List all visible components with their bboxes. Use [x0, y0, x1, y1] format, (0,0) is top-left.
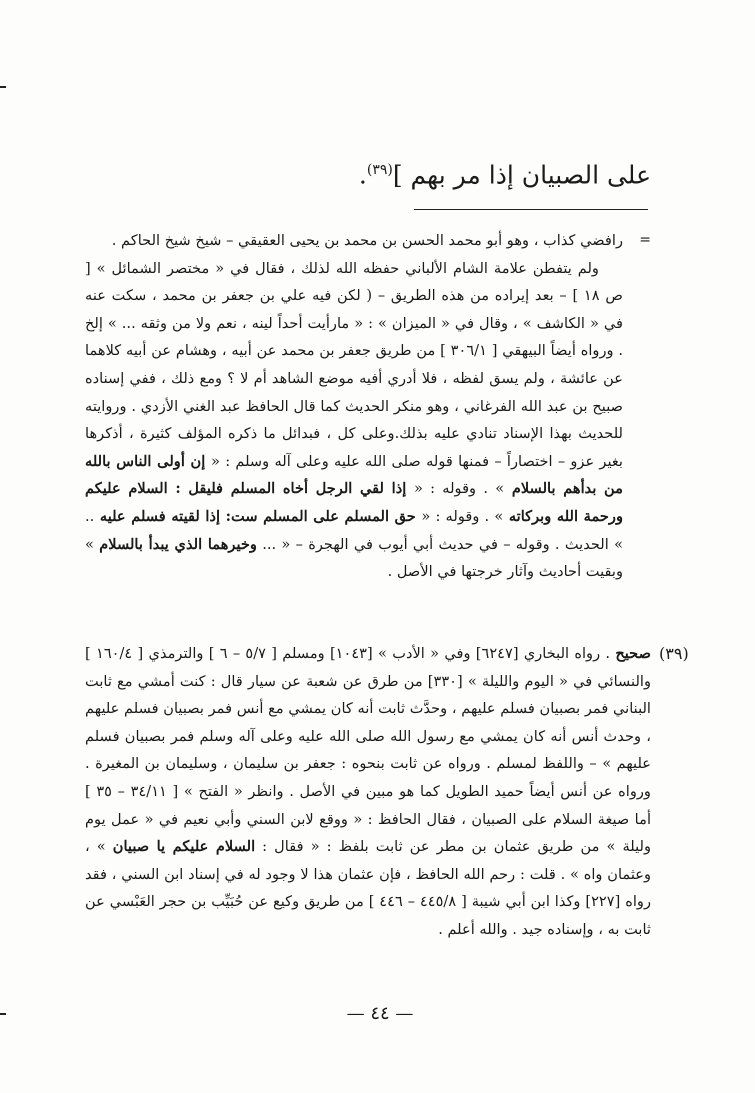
- footnote-paragraph-1: رافضي كذاب ، وهو أبو محمد الحسن بن محمد بن يحيى العقيقي – شيخ شيخ الحاكم .: [111, 232, 623, 249]
- main-text: على الصبيان إذا مر بهم ]: [392, 160, 651, 190]
- footnote-reference: (٣٩): [366, 162, 393, 178]
- footnote-number: (٣٩): [659, 644, 689, 663]
- greeting-quote: السلام عليكم يا صبيان: [112, 838, 256, 856]
- main-text-end: .: [358, 160, 367, 190]
- grading-label: صحيح: [615, 645, 651, 662]
- footnote-paragraph-2: ولم يتفطن علامة الشام الألباني حفظه الله لذلك ، فقال في « مختصر الشمائل » [ ص ١٨ ] – بعد إيراده من هذه الطريق – ( لكن فيه علي بن جعفر بن محمد ، سكت عنه في « الكاشف » ، وقال في « الميزان » : « مارأيت أحداً لينه ، نعم ولا من وثقه ... » إلخ . ورواه أيضاً البيهقي [ ٣٠٦/١ ] من طريق جعفر بن محمد عن أبيه ، وهشام عن أبيه كلاهما عن عائشة ، ولم يسق لفظه ، فلا أدري أفيه موضع الشاهد أم لا ؟ ومع ذلك ، ففي إسناده صبيح بن عبد الله الفرغاني ، وهو منكر الحديث كما قال الحافظ عبد الغني الأزدي . وروايته للحديث بهذا الإسناد تنادي عليه بذلك.وعلى كل ، فبدائل ما ذكره المؤلف كثيرة ، أذكرها بغير عزو – اختصاراً – فمنها قوله صلى الله عليه وعلى آله وسلم : « إن أولى الناس بالله من بدأهم بالسلام » . وقوله : « إذا لقي الرجل أخاه المسلم فليقل : السلام عليكم ورحمة الله وبركاته » . وقوله : « حق المسلم على المسلم ست: إذا لقيته فسلم عليه .. » الحديث . وقوله – في حديث أبي أيوب في الهجرة – « ... وخيرهما الذي يبدأ بالسلام » وبقيت أحاديث وآثار خرجتها في الأصل .: [85, 259, 623, 581]
- continuation-marker: =: [639, 232, 651, 248]
- footnote-separator-rule: [414, 209, 648, 210]
- hadith-quote-3: حق المسلم على المسلم ست: إذا لقيته فسلم عليه: [94, 507, 422, 525]
- hadith-quote-4: وخيرهما الذي يبدأ بالسلام: [99, 535, 257, 553]
- edge-mark: [0, 1013, 6, 1015]
- hadith-quote-1: إن أولى الناس بالله من بدأهم بالسلام: [85, 452, 623, 498]
- footnote-continuation: [85, 227, 651, 586]
- hadith-quote-2: إذا لقي الرجل أخاه المسلم فليقل : السلام عليكم ورحمة الله وبركاته: [85, 480, 623, 525]
- footnote-39: [85, 640, 689, 944]
- main-text-line: [91, 150, 651, 195]
- edge-mark: [0, 86, 6, 88]
- page-number: — ٤٤ —: [346, 1003, 414, 1024]
- footnote-39-text: صحيح . رواه البخاري [٦٢٤٧] وفي « الأدب » [١٠٤٣] ومسلم [ ٥/٧ – ٦ ] والترمذي [ ١٦٠/٤ ] والنسائي في « اليوم والليلة » [٣٣٠] من طرق عن شعبة عن سيار قال : كنت أمشي مع ثابت البناني فمر بصبيان فسلم عليهم ، وحدَّث ثابت أنه كان يمشي مع أنس فمر بصبيان فسلم عليهم ، وحدث أنس أنه كان يمشي مع رسول الله صلى الله عليه وعلى آله وسلم فمر بصبيان فسلم عليهم » – واللفظ لمسلم . ورواه عن ثابت بنحوه : جعفر بن سليمان ، وسليمان بن المغيرة . ورواه عن أنس أيضاً حميد الطويل كما هو مبين في الأصل . وانظر « الفتح » [ ٣٤/١١ – ٣٥ ] أما صيغة السلام على الصبيان ، فقال الحافظ : « ووقع لابن السني وأبي نعيم في « عمل يوم وليلة » من طريق عثمان بن مطر عن ثابت بلفظ : « فقال : السلام عليكم يا صبيان » ، وعثمان واه » . قلت : رحم الله الحافظ ، فإن عثمان هذا لا وجود له في إسناد ابن السني ، فقد رواه [٢٢٧] وكذا ابن أبي شيبة [ ٤٤٥/٨ – ٤٤٦ ] من طريق وكيع عن حُبَيِّب بن حجر العَبْسي عن ثابت به ، وإسناده جيد . والله أعلم .: [85, 645, 652, 938]
